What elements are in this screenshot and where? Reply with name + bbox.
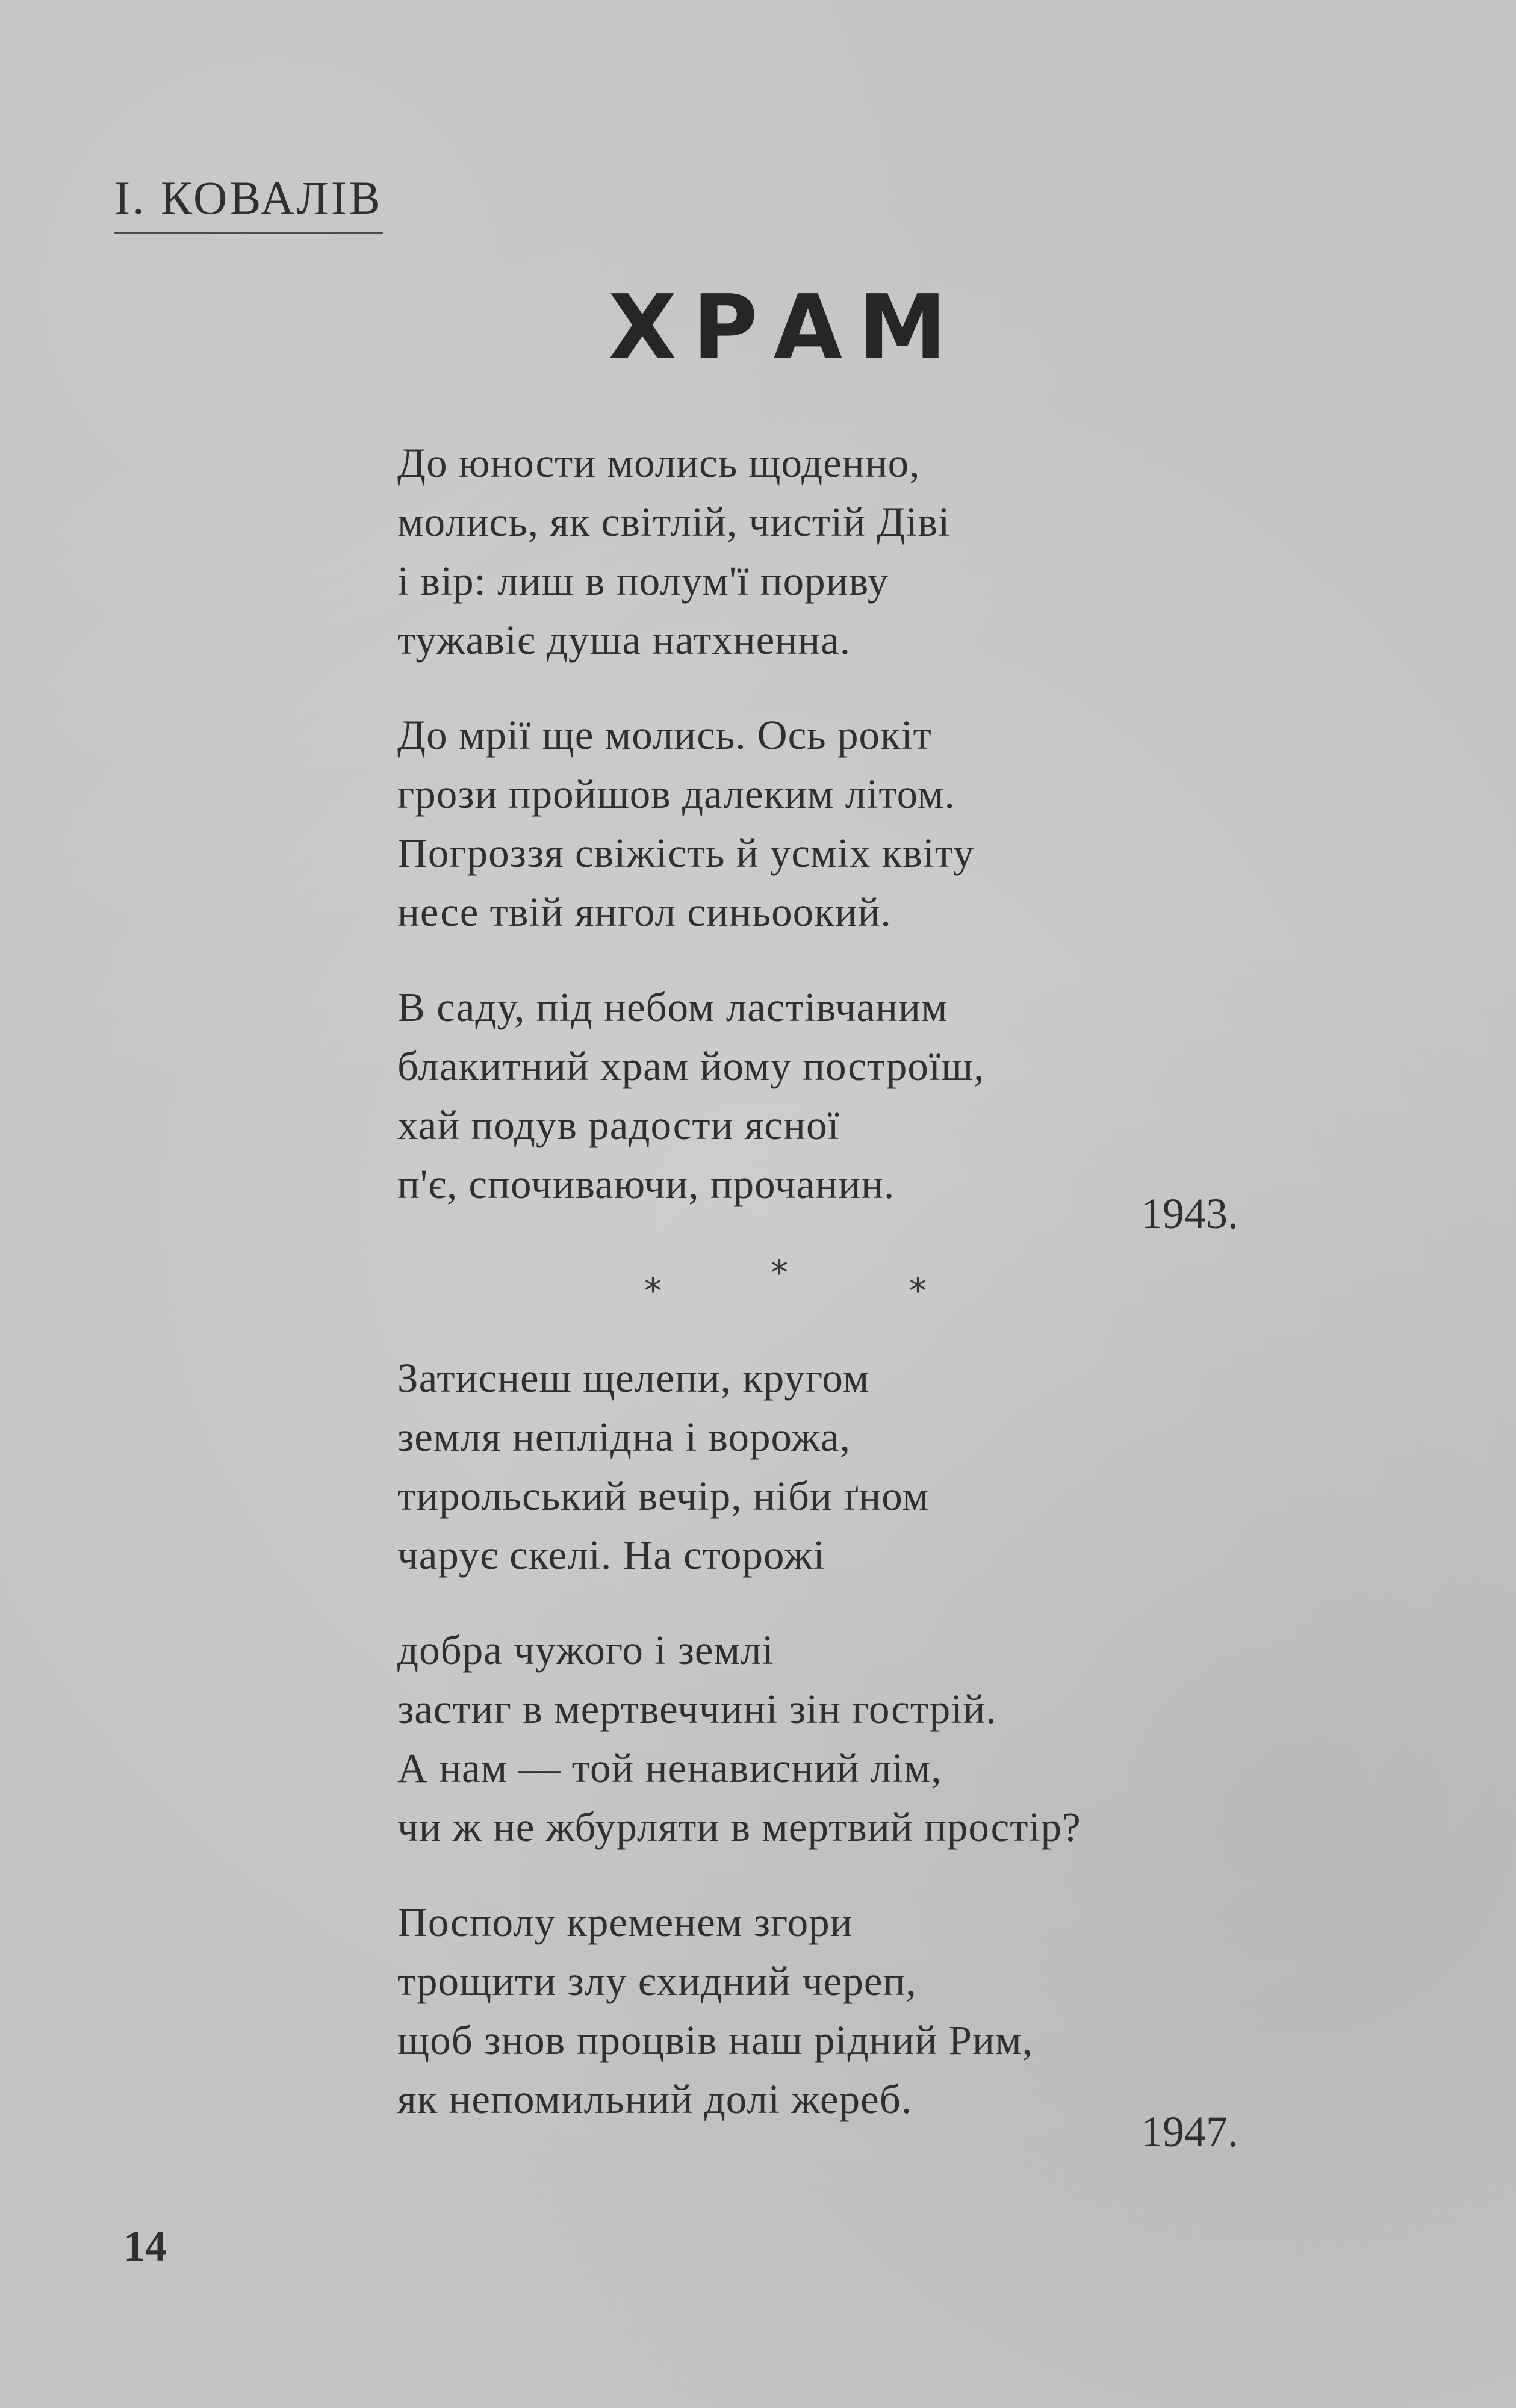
poem-date: 1947. [1141,2108,1238,2156]
poem-line: Посполу кременем згори [397,1899,853,1945]
poem-line: застиг в мертвеччині зін гострій. [397,1686,997,1732]
poem-line: несе твій янгол синьоокий. [397,889,892,935]
poem-1 [397,433,1270,1250]
poem-line: В саду, під небом ластівчаним [397,984,948,1030]
poem-date: 1943. [1141,1190,1238,1238]
poem-line: тужавіє душа натхненна. [397,617,851,663]
poem-line: чи ж не жбурляти в мертвий простір? [397,1804,1081,1850]
poem-2 [397,1348,1270,2165]
poem-line: грози пройшов далеким літом. [397,771,955,817]
poem-line: тирольський вечір, ніби ґном [397,1473,930,1519]
asterisk: * [909,1270,927,1311]
stanza [397,978,1270,1214]
poem-line: чарує скелі. На сторожі [397,1532,825,1578]
stanza [397,433,1270,669]
poem-line: як непомильний долі жереб. [397,2076,913,2122]
page-number: 14 [123,2222,167,2270]
poem-line: Погроззя свіжість й усміх квіту [397,830,975,876]
poem-line: молись, як світлій, чистій Діві [397,499,951,545]
stanza [397,1893,1270,2129]
poem-line: хай подув радости ясної [397,1102,840,1148]
poem-line: До юности молись щоденно, [397,440,921,486]
stanza [397,1348,1270,1584]
asterisk: * [644,1270,662,1311]
poem-title: ХРАМ [608,276,963,379]
poem-line: земля неплідна і ворожа, [397,1414,851,1460]
stanza [397,1621,1270,1857]
asterisk: * [771,1252,788,1293]
author-name: І. КОВАЛІВ [114,175,383,234]
section-separator [644,1252,957,1311]
poem-line: А нам — той ненависний лім, [397,1745,942,1791]
poem-line: блакитний храм йому построїш, [397,1043,985,1089]
poem-line: щоб знов процвів наш рідний Рим, [397,2017,1033,2063]
poem-line: Затиснеш щелепи, кругом [397,1355,870,1401]
poem-line: п'є, спочиваючи, прочанин. [397,1161,895,1207]
stanza [397,706,1270,942]
poem-line: До мрії ще молись. Ось рокіт [397,712,932,758]
poem-line: трощити злу єхидний череп, [397,1958,917,2004]
poem-line: і вір: лиш в полум'ї пориву [397,558,889,604]
poem-line: добра чужого і землі [397,1627,774,1673]
